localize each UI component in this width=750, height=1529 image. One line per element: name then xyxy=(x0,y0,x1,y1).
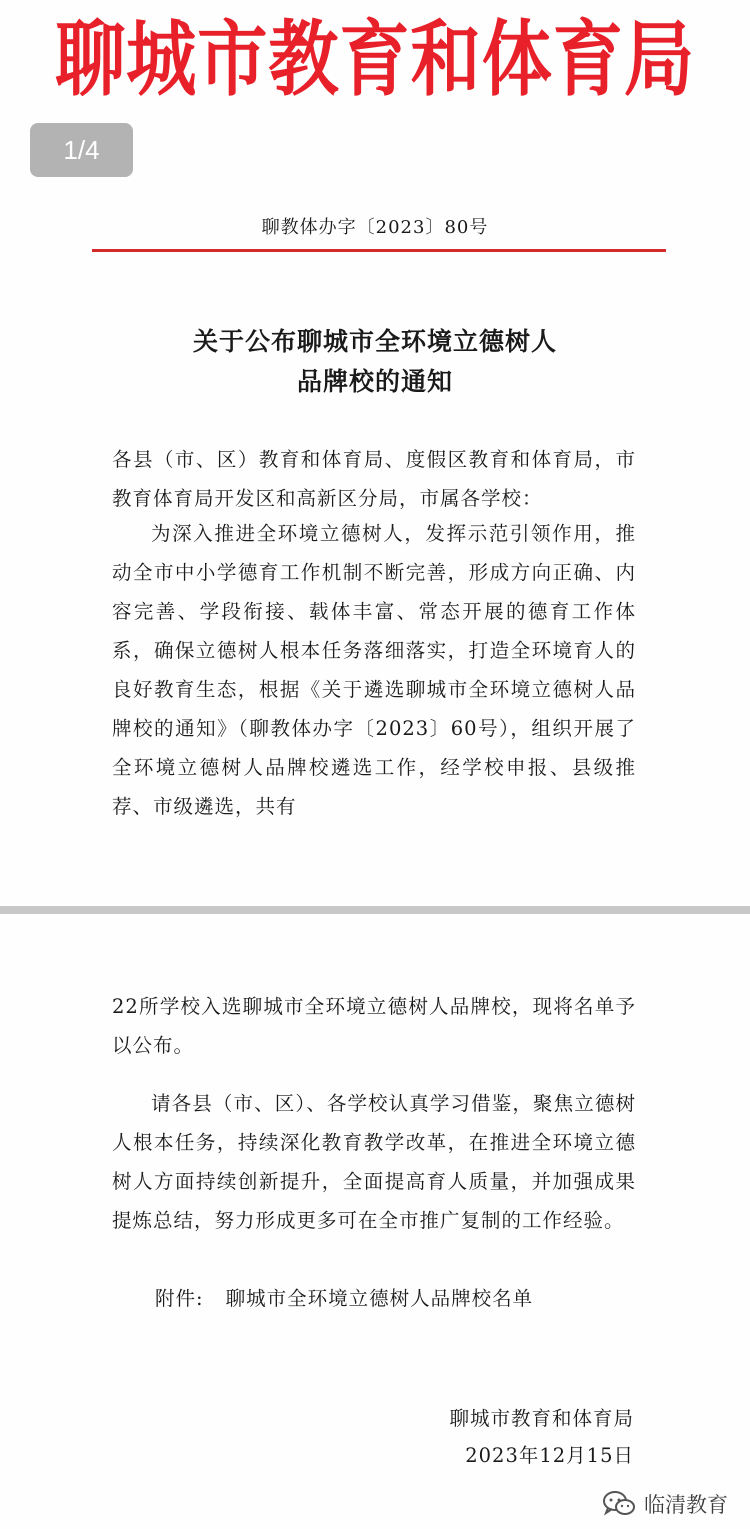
signature-date: 2023年12月15日 xyxy=(465,1444,634,1467)
page-separator xyxy=(0,906,750,914)
addressees-text: 各县（市、区）教育和体育局、度假区教育和体育局，市教育体育局开发区和高新区分局，市属各学校： xyxy=(112,448,636,510)
issuer-masthead: 聊城市教育和体育局 xyxy=(55,12,695,108)
red-divider xyxy=(92,249,666,252)
wechat-icon xyxy=(602,1490,636,1518)
attachment-name: 聊城市全环境立德树人品牌校名单 xyxy=(225,1287,534,1310)
document-number: 聊教体办字〔2023〕80号 xyxy=(261,217,489,238)
page-indicator[interactable]: 1/4 xyxy=(30,123,133,177)
body-paragraph-2 xyxy=(112,1084,636,1240)
signature-issuer: 聊城市教育和体育局 xyxy=(449,1407,634,1430)
attachment-label: 附件: xyxy=(155,1287,204,1310)
title-line-2: 品牌校的通知 xyxy=(296,367,453,396)
body-paragraph-1-text: 为深入推进全环境立德树人，发挥示范引领作用，推动全市中小学德育工作机制不断完善，形成方向正确、内容完善、学段衔接、载体丰富、常态开展的德育工作体系，确保立德树人根本任务落细落实，打造全环境育人的良好教育生态，根据《关于遴选聊城市全环境立德树人品牌校的通知》（聊教体办字〔2023〕60号），组织开展了全环境立德树人品牌校遴选工作，经学校申报、县级推荐、市级遴选，共有 xyxy=(112,522,636,818)
body-paragraph-1-continued xyxy=(112,987,636,1065)
watermark xyxy=(602,1486,728,1522)
watermark-account-name: 临清教育 xyxy=(644,1493,728,1517)
addressees xyxy=(112,440,636,518)
body-paragraph-1-continued-text: 22所学校入选聊城市全环境立德树人品牌校，现将名单予以公布。 xyxy=(112,995,636,1057)
attachment-line xyxy=(155,1284,533,1314)
body-paragraph-1 xyxy=(112,514,636,826)
body-paragraph-2-text: 请各县（市、区）、各学校认真学习借鉴，聚焦立德树人根本任务，持续深化教育教学改革，在推进全环境立德树人方面持续创新提升，全面提高育人质量，并加强成果提炼总结，努力形成更多可在全市推广复制的工作经验。 xyxy=(112,1092,636,1232)
document-title xyxy=(0,322,750,402)
title-line-1: 关于公布聊城市全环境立德树人 xyxy=(192,327,557,356)
